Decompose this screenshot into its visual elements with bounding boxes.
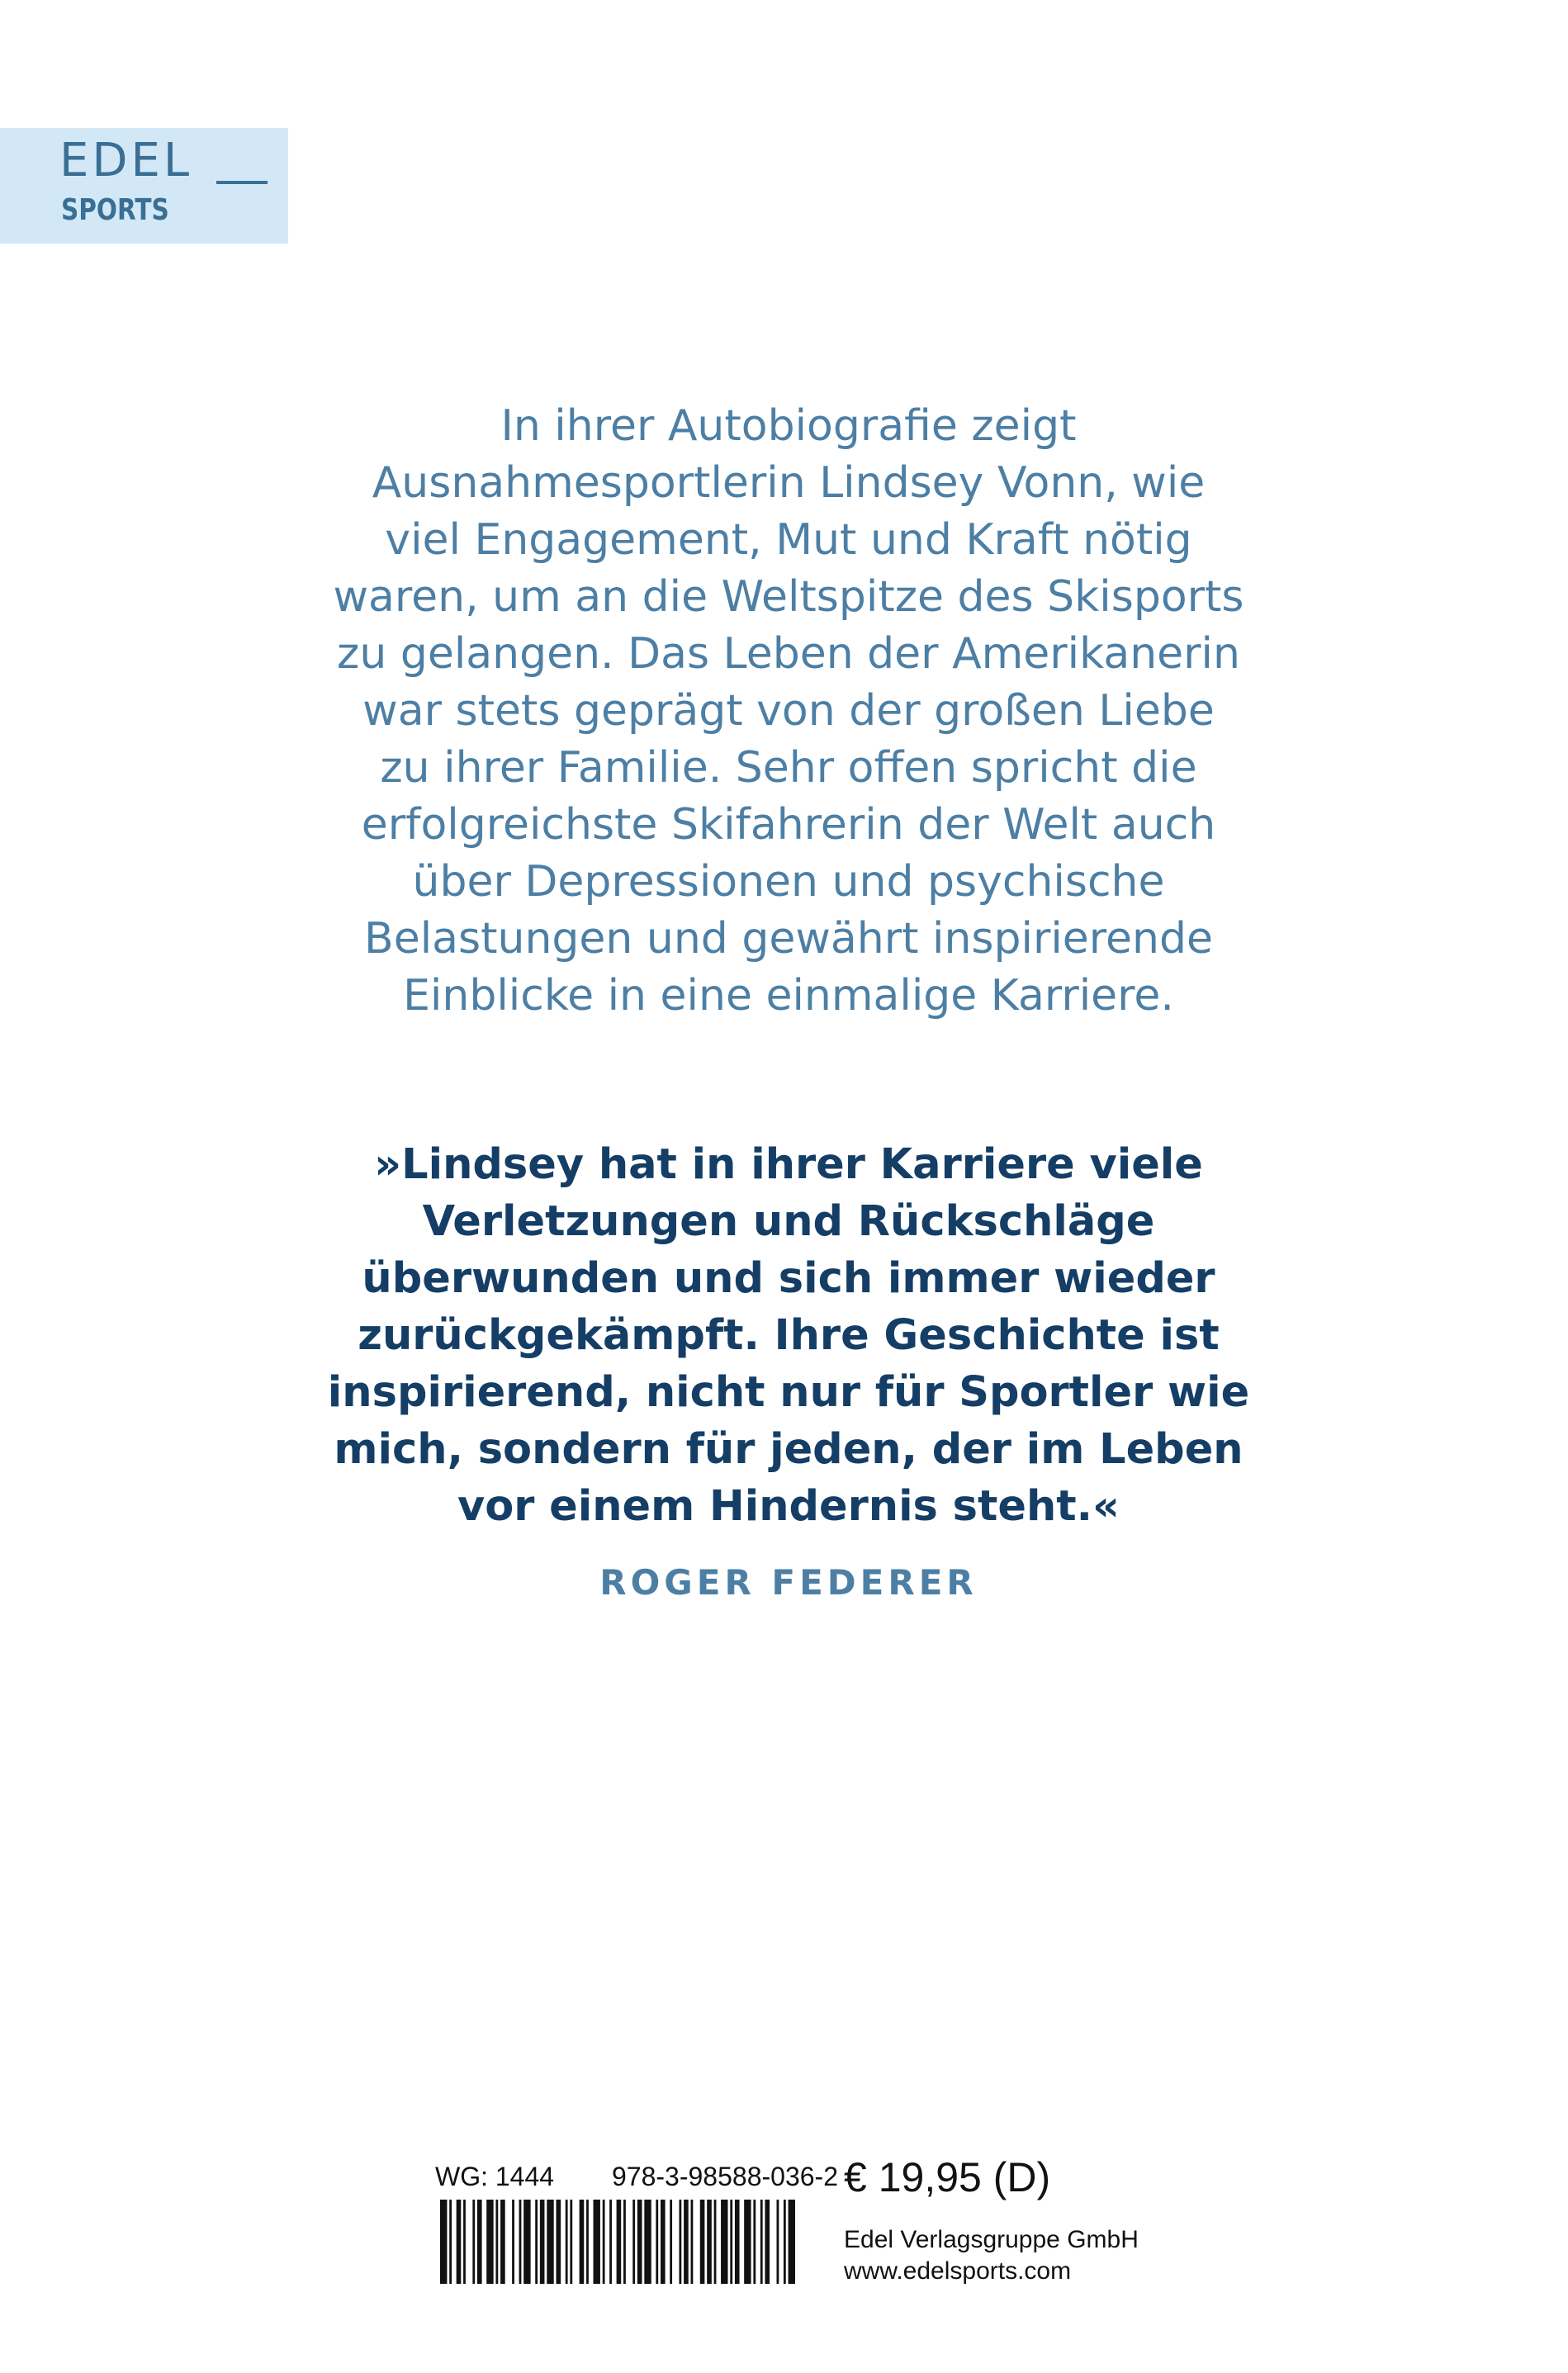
blurb-line: zu ihrer Familie. Sehr offen spricht die: [380, 743, 1197, 793]
barcode-bar: [684, 2200, 689, 2284]
barcode-bar: [637, 2200, 642, 2284]
quote-author: ROGER FEDERER: [599, 1562, 978, 1603]
barcode-bar: [679, 2200, 681, 2284]
barcode-bar: [644, 2200, 651, 2284]
barcode-bar: [519, 2200, 522, 2284]
barcode-bar: [714, 2200, 717, 2284]
testimonial-quote: [215, 1136, 1362, 1535]
logo-brand-top: EDEL: [59, 134, 193, 187]
barcode-bar: [603, 2200, 605, 2284]
wg-code: WG: 1444: [435, 2162, 555, 2191]
barcode-bar: [449, 2200, 452, 2284]
quote-line: vor einem Hindernis steht.«: [457, 1482, 1120, 1531]
barcode-bar: [486, 2200, 493, 2284]
isbn-number: 978-3-98588-036-2: [612, 2162, 838, 2191]
barcode-bar: [566, 2200, 568, 2284]
barcode-bar: [580, 2200, 585, 2284]
publisher-website: www.edelsports.com: [844, 2257, 1072, 2285]
blurb-line: Belastungen und gewährt inspirierende: [364, 914, 1213, 964]
blurb-line: waren, um an die Weltspitze des Skisports: [333, 572, 1244, 622]
barcode-bar: [700, 2200, 705, 2284]
book-blurb: [215, 398, 1362, 1025]
barcode-icon: [440, 2200, 795, 2284]
barcode-bar: [472, 2200, 475, 2284]
blurb-line: erfolgreichste Skifahrerin der Welt auch: [361, 800, 1216, 850]
quote-line: mich, sondern für jeden, der im Leben: [334, 1425, 1244, 1474]
blurb-line: zu gelangen. Das Leben der Amerikanerin: [337, 629, 1240, 679]
barcode-bar: [617, 2200, 622, 2284]
barcode-bar: [523, 2200, 530, 2284]
barcode-bar: [707, 2200, 712, 2284]
barcode-bar: [691, 2200, 694, 2284]
barcode-bar: [457, 2200, 462, 2284]
barcode-bar: [557, 2200, 561, 2284]
logo-underline: [216, 181, 268, 184]
blurb-line: In ihrer Autobiografie zeigt: [500, 401, 1077, 451]
barcode-bar: [765, 2200, 770, 2284]
quote-line: inspirierend, nicht nur für Sportler wie: [327, 1368, 1250, 1417]
barcode-bar: [730, 2200, 732, 2284]
blurb-line: viel Engagement, Mut und Kraft nötig: [385, 515, 1192, 565]
barcode-bar: [753, 2200, 756, 2284]
publisher-name: Edel Verlagsgruppe GmbH: [844, 2226, 1139, 2253]
logo-brand-bottom: SPORTS: [61, 193, 169, 227]
barcode-bar: [777, 2200, 779, 2284]
barcode-bar: [463, 2200, 466, 2284]
barcode-bar: [661, 2200, 666, 2284]
barcode-bar: [744, 2200, 751, 2284]
barcode-bar: [656, 2200, 658, 2284]
quote-line: »Lindsey hat in ihrer Karriere viele: [374, 1140, 1203, 1189]
quote-line: zurückgekämpft. Ihre Geschichte ist: [358, 1311, 1220, 1360]
price-label: € 19,95 (D): [844, 2154, 1051, 2200]
barcode-bar: [670, 2200, 672, 2284]
barcode-bar: [784, 2200, 786, 2284]
barcode-bar: [540, 2200, 545, 2284]
barcode-bar: [535, 2200, 538, 2284]
publisher-logo: [0, 128, 288, 244]
barcode-bar: [495, 2200, 498, 2284]
barcode-bar: [477, 2200, 482, 2284]
barcode-bar: [593, 2200, 599, 2284]
barcode-bar: [789, 2200, 795, 2284]
blurb-line: Ausnahmesportlerin Lindsey Vonn, wie: [372, 458, 1206, 508]
barcode-bar: [760, 2200, 763, 2284]
barcode-bar: [609, 2200, 612, 2284]
barcode-bar: [623, 2200, 626, 2284]
barcode-bar: [721, 2200, 727, 2284]
blurb-line: war stets geprägt von der großen Liebe: [362, 686, 1215, 736]
quote-line: überwunden und sich immer wieder: [362, 1254, 1215, 1303]
barcode-bar: [512, 2200, 514, 2284]
barcode-bar: [440, 2200, 447, 2284]
barcode-bar: [586, 2200, 589, 2284]
barcode-bar: [632, 2200, 635, 2284]
barcode-bar: [547, 2200, 553, 2284]
barcode-bar: [570, 2200, 572, 2284]
barcode-bar: [500, 2200, 505, 2284]
quote-line: Verletzungen und Rückschläge: [422, 1197, 1155, 1246]
blurb-line: über Depressionen und psychische: [412, 857, 1165, 907]
barcode-bar: [735, 2200, 740, 2284]
blurb-line: Einblicke in eine einmalige Karriere.: [403, 971, 1174, 1021]
